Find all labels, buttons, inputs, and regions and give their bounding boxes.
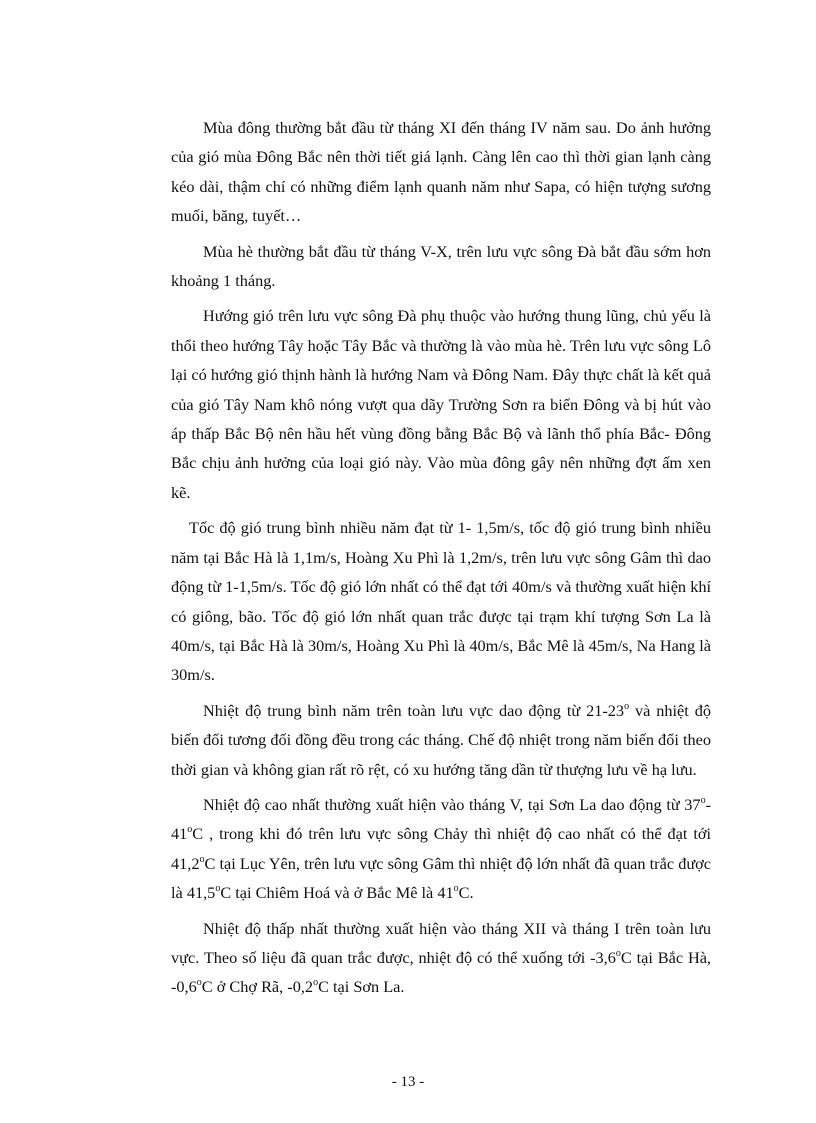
paragraph-text: Nhiệt độ thấp nhất thường xuất hiện vào tháng XII và tháng I trên toàn lưu vực. Theo số liệu đã quan trắc được, nhiệt độ có thể xuống tới -3,6 — [171, 918, 711, 967]
body-paragraph — [171, 513, 711, 689]
paragraph-text: Hướng gió trên lưu vực sông Đà phụ thuộc vào hướng thung lũng, chủ yếu là thổi theo hướng Tây hoặc Tây Bắc và thường là vào mùa hè. Trên lưu vực sông Lô lại có hướng gió thịnh hành là hướng Nam và Đông Nam. Đây thực chất là kết quả của gió Tây Nam khô nóng vượt qua dãy Trường Sơn ra biển Đông và bị hút vào áp thấp Bắc Bộ nên hầu hết vùng đồng bằng Bắc Bộ và lãnh thổ phía Bắc- Đông Bắc chịu ảnh hưởng của loại gió này. Vào mùa đông gây nên những đợt ấm xen kẽ. — [171, 306, 711, 502]
degree-superscript: o — [615, 947, 621, 959]
paragraph-text: Tốc độ gió trung bình nhiều năm đạt từ 1- 1,5m/s, tốc độ gió trung bình nhiều năm tại Bắc Hà là 1,1m/s, Hoàng Xu Phì là 1,2m/s, trên lưu vực sông Gâm thì dao động từ 1-1,5m/s. Tốc độ gió lớn nhất có thể đạt tới 40m/s và thường xuất hiện khí có giông, bão. Tốc độ gió lớn nhất quan trắc được tại trạm khí tượng Sơn La là 40m/s, tại Bắc Hà là 30m/s, Hoàng Xu Phì là 40m/s, Bắc Mê là 45m/s, Na Hang là 30m/s. — [171, 518, 711, 685]
degree-superscript: o — [196, 977, 202, 989]
paragraph-text: C , trong khi đó trên lưu vực sông Chảy thì nhiệt độ cao nhất có thể đạt tới 41,2 — [171, 824, 711, 873]
degree-superscript: o — [215, 883, 221, 895]
body-paragraph — [171, 696, 711, 784]
paragraph-text: C. — [458, 883, 474, 903]
degree-superscript: o — [700, 794, 706, 806]
body-paragraph — [171, 914, 711, 1002]
body-paragraph — [171, 301, 711, 507]
degree-superscript: o — [453, 883, 459, 895]
body-paragraph — [171, 790, 711, 908]
paragraph-text: - 41 — [171, 794, 711, 844]
paragraph-text: C tại Sơn La. — [318, 977, 405, 997]
paragraph-text: C tại Chiêm Hoá và ở Bắc Mê là 41 — [220, 883, 454, 903]
paragraph-text: Nhiệt độ trung bình năm trên toàn lưu vực dao động từ 21-23 — [203, 700, 625, 720]
body-paragraph — [171, 237, 711, 296]
paragraph-text: Mùa hè thường bắt đầu từ tháng V-X, trên lưu vực sông Đà bắt đầu sớm hơn khoảng 1 tháng. — [171, 241, 711, 291]
paragraph-text: và nhiệt độ biến đổi tương đối đồng đều trong các tháng. Chế độ nhiệt trong năm biến đổi theo thời gian và không gian rất rõ rệt, có xu hướng tăng dần từ thượng lưu về hạ lưu. — [171, 700, 711, 779]
body-text — [171, 113, 711, 1008]
paragraph-text: C ở Chợ Rã, -0,2 — [201, 977, 314, 997]
paragraph-text: C tại Lục Yên, trên lưu vực sông Gâm thì nhiệt độ lớn nhất đã quan trắc được là 41,5 — [171, 853, 711, 903]
degree-superscript: o — [624, 700, 630, 712]
paragraph-text: Mùa đông thường bắt đầu từ tháng XI đến tháng IV năm sau. Do ảnh hưởng của gió mùa Đông Bắc nên thời tiết giá lạnh. Càng lên cao thì thời gian lạnh càng kéo dài, thậm chí có những điểm lạnh quanh năm như Sapa, có hiện tượng sương muối, băng, tuyết… — [171, 118, 711, 226]
body-paragraph — [171, 113, 711, 231]
page-number: - 13 - — [391, 1074, 425, 1090]
degree-superscript: o — [199, 853, 205, 865]
paragraph-text: C tại Bắc Hà, -0,6 — [171, 947, 711, 997]
paragraph-text: Nhiệt độ cao nhất thường xuất hiện vào tháng V, tại Sơn La dao động từ 37 — [203, 794, 701, 814]
degree-superscript: o — [187, 824, 193, 836]
degree-superscript: o — [313, 977, 319, 989]
